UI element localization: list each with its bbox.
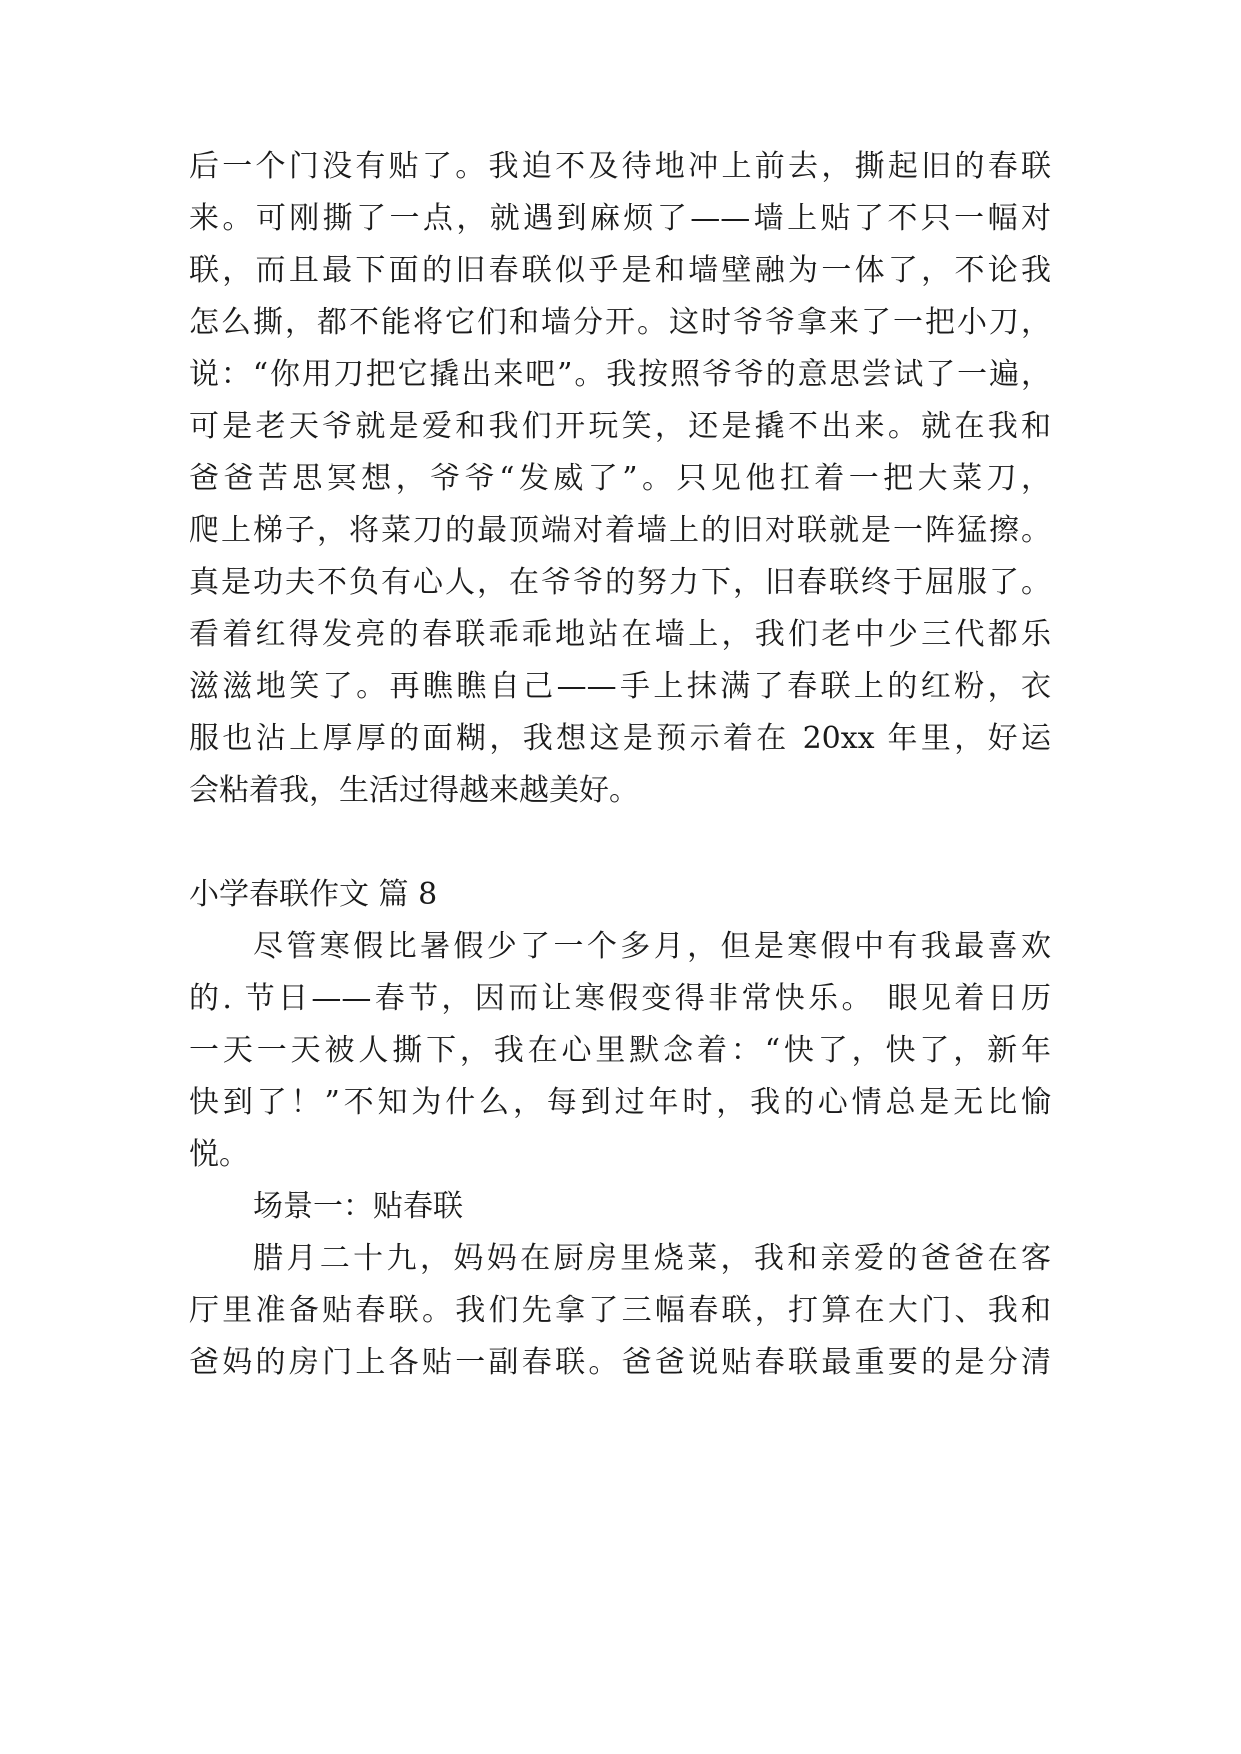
text-line: 一天一天被人撕下，我在心里默念着：“快了，快了，新年 <box>189 1033 1051 1068</box>
text-line: 会粘着我，生活过得越来越美好。 <box>189 773 639 808</box>
text-line: 爬上梯子，将菜刀的最顶端对着墙上的旧对联就是一阵猛擦。 <box>189 513 1051 548</box>
text-line: 服也沾上厚厚的面糊，我想这是预示着在 20xx 年里，好运 <box>189 721 1051 756</box>
text-line: 说：“你用刀把它撬出来吧”。我按照爷爷的意思尝试了一遍， <box>189 357 1051 392</box>
text-line: 看着红得发亮的春联乖乖地站在墙上，我们老中少三代都乐 <box>189 617 1051 652</box>
text-line: 真是功夫不负有心人，在爷爷的努力下，旧春联终于屈服了。 <box>189 565 1051 600</box>
text-line: 可是老天爷就是爱和我们开玩笑，还是撬不出来。就在我和 <box>189 409 1051 444</box>
text-line: 快到了！”不知为什么，每到过年时，我的心情总是无比愉 <box>189 1085 1051 1120</box>
text-line: 滋滋地笑了。再瞧瞧自己——手上抹满了春联上的红粉，衣 <box>189 669 1051 704</box>
text-line: 爸妈的房门上各贴一副春联。爸爸说贴春联最重要的是分清 <box>189 1345 1051 1380</box>
text-line: 怎么撕，都不能将它们和墙分开。这时爷爷拿来了一把小刀， <box>189 305 1051 340</box>
text-line: 联，而且最下面的旧春联似乎是和墙壁融为一体了，不论我 <box>189 253 1051 288</box>
scene-subheading: 场景一：贴春联 <box>253 1189 463 1224</box>
text-line: 爸爸苦思冥想，爷爷“发威了”。只见他扛着一把大菜刀， <box>189 461 1051 496</box>
text-line: 来。可刚撕了一点，就遇到麻烦了——墙上贴了不只一幅对 <box>189 201 1051 236</box>
section-heading: 小学春联作文 篇 8 <box>189 877 438 912</box>
text-line: 的. 节日——春节，因而让寒假变得非常快乐。 眼见着日历 <box>189 981 1051 1016</box>
text-line: 腊月二十九，妈妈在厨房里烧菜，我和亲爱的爸爸在客 <box>253 1241 1051 1276</box>
text-line: 尽管寒假比暑假少了一个多月，但是寒假中有我最喜欢 <box>253 929 1051 964</box>
text-line: 后一个门没有贴了。我迫不及待地冲上前去，撕起旧的春联 <box>189 149 1051 184</box>
text-line: 厅里准备贴春联。我们先拿了三幅春联，打算在大门、我和 <box>189 1293 1051 1328</box>
text-line: 悦。 <box>189 1137 249 1172</box>
